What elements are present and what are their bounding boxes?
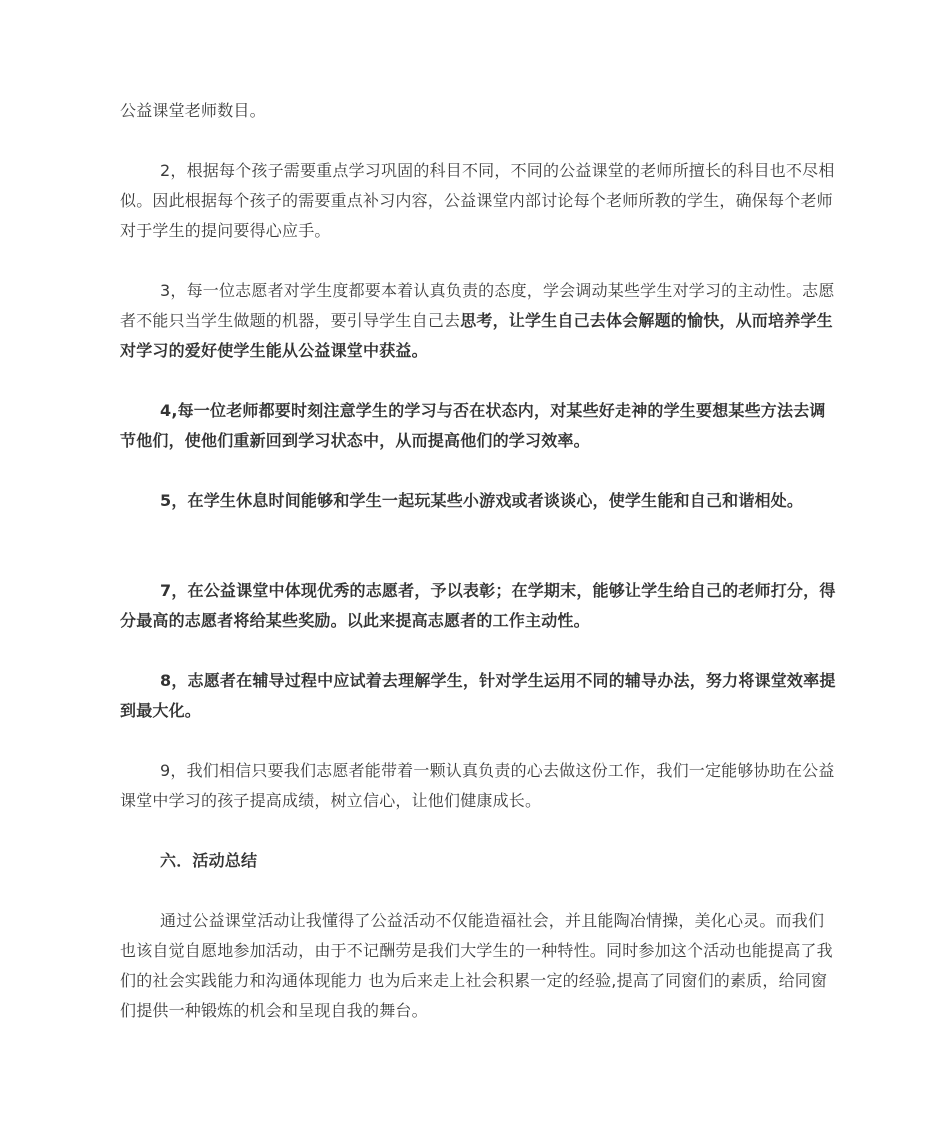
- section-heading: 六．活动总结: [160, 851, 258, 870]
- paragraph-item-7: 7，在公益课堂中体现优秀的志愿者，予以表彰；在学期末，能够让学生给自己的老师打分，得分最高的志愿者将给某些奖励。以此来提高志愿者的工作主动性。: [120, 581, 836, 630]
- paragraph-item-8: 8，志愿者在辅导过程中应试着去理解学生，针对学生运用不同的辅导办法，努力将课堂效率提到最大化。: [120, 671, 836, 720]
- paragraph-item-3: [120, 276, 836, 366]
- paragraph-item-3-bold: 思考，让学生自己去体会解题的愉快，从而培养学生对学习的爱好使学生能从公益课堂中获益。: [120, 311, 833, 360]
- paragraph-item-3-normal: 3，每一位志愿者对学生度都要本着认真负责的态度，学会调动某些学生对学习的主动性。志愿者不能只当学生做题的机器，要引导学生自己去: [120, 281, 835, 330]
- paragraph-item-4: 4,每一位老师都要时刻注意学生的学习与否在状态内，对某些好走神的学生要想某些方法去调节他们，使他们重新回到学习状态中，从而提高他们的学习效率。: [120, 401, 826, 450]
- paragraph-continued: 公益课堂老师数目。: [120, 101, 266, 120]
- paragraph-item-9: 9，我们相信只要我们志愿者能带着一颗认真负责的心去做这份工作，我们一定能够协助在公益课堂中学习的孩子提高成绩，树立信心，让他们健康成长。: [120, 761, 835, 810]
- paragraph-item-5: 5，在学生休息时间能够和学生一起玩某些小游戏或者谈谈心，使学生能和自己和谐相处。: [160, 491, 804, 510]
- paragraph-summary: 通过公益课堂活动让我懂得了公益活动不仅能造福社会，并且能陶冶情操，美化心灵。而我们也该自觉自愿地参加活动，由于不记酬劳是我们大学生的一种特性。同时参加这个活动也能提高了我们的社会实践能力和沟通体现能力 也为后来走上社会积累一定的经验,提高了同窗们的素质，给同窗们提供一种锻炼的机会和呈现自我的舞台。: [120, 911, 833, 1020]
- paragraph-item-2: 2，根据每个孩子需要重点学习巩固的科目不同，不同的公益课堂的老师所擅长的科目也不尽相似。因此根据每个孩子的需要重点补习内容，公益课堂内部讨论每个老师所教的学生，确保每个老师对于学生的提问要得心应手。: [120, 161, 835, 240]
